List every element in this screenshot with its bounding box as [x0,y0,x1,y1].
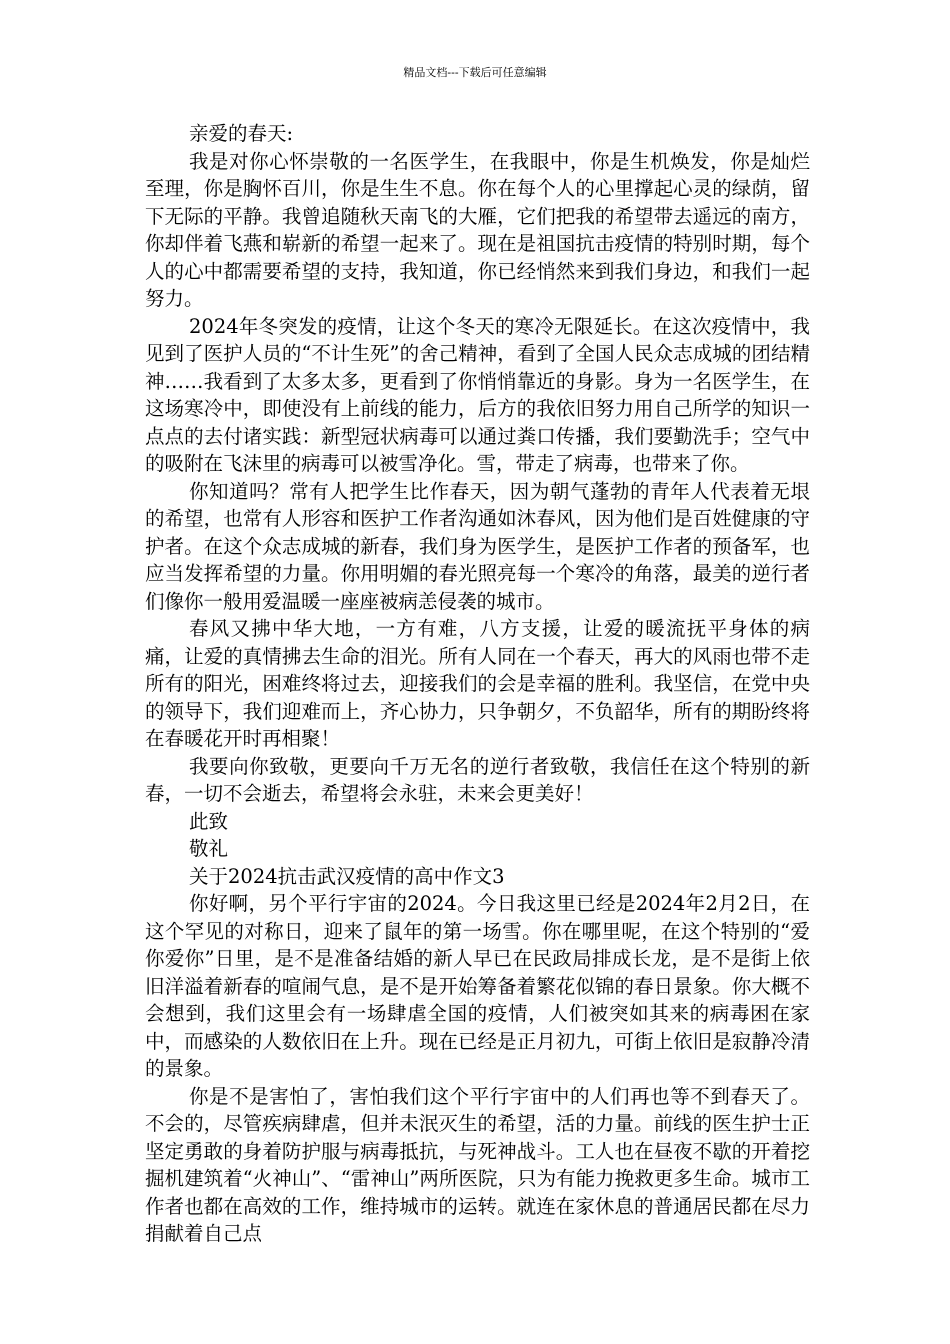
letter-paragraph: 2024年冬突发的疫情，让这个冬天的寒冷无限延长。在这次疫情中，我见到了医护人员的“不计生死”的舍己精神，看到了全国人民众志成城的团结精神……我看到了太多太多，更看到了你悄悄靠近的身影。身为一名医学生，在这场寒冷中，即使没有上前线的能力，后方的我依旧努力用自己所学的知识一点点的去付诸实践：新型冠状病毒可以通过粪口传播，我们要勤洗手；空气中的吸附在飞沫里的病毒可以被雪净化。雪，带走了病毒，也带来了你。 [145,314,810,475]
letter-paragraph: 我要向你致敬，更要向千万无名的逆行者致敬，我信任在这个特别的新春，一切不会逝去，希望将会永驻，未来会更美好！ [145,754,810,805]
letter-closing: 此致 [189,809,229,833]
essay-title: 关于2024抗击武汉疫情的高中作文3 [189,864,505,888]
letter-closing: 敬礼 [189,837,229,860]
essay-paragraph: 你好啊，另个平行宇宙的2024。今日我这里已经是2024年2月2日，在这个罕见的对称日，迎来了鼠年的第一场雪。你在哪里呢，在这个特别的“爱你爱你”日里，是不是准备结婚的新人早已在民政局排成长龙，是不是街上依旧洋溢着新春的喧闹气息，是不是开始筹备着繁花似锦的春日景象。你大概不会想到，我们这里会有一场肆虐全国的疫情，人们被突如其来的病毒困在家中，而感染的人数依旧在上升。现在已经是正月初九，可街上依旧是寂静冷清的景象。 [145,892,810,1080]
essay-paragraph: 你是不是害怕了，害怕我们这个平行宇宙中的人们再也等不到春天了。不会的，尽管疾病肆虐，但并未泯灭生的希望，活的力量。前线的医生护士正坚定勇敢的身着防护服与病毒抵抗，与死神战斗。工人也在昼夜不歇的开着挖掘机建筑着“火神山”、“雷神山”两所医院，只为有能力挽救更多生命。城市工作者也都在高效的工作，维持城市的运转。就连在家休息的普通居民都在尽力捐献着自己点 [145,1084,810,1245]
letter-salutation: 亲爱的春天: [189,122,294,145]
page-header: 精品文档---下载后可任意编辑 [403,66,547,79]
letter-paragraph: 你知道吗？常有人把学生比作春天，因为朝气蓬勃的青年人代表着无垠的希望，也常有人形容和医护工作者沟通如沐春风，因为他们是百姓健康的守护者。在这个众志成城的新春，我们身为医学生，是医护工作者的预备军，也应当发挥希望的力量。你用明媚的春光照亮每一个寒冷的角落，最美的逆行者们像你一般用爱温暖一座座被病恙侵袭的城市。 [145,479,810,613]
letter-paragraph: 春风又拂中华大地，一方有难，八方支援，让爱的暖流抚平身体的病痛，让爱的真情拂去生命的泪光。所有人同在一个春天，再大的风雨也带不走所有的阳光，困难终将过去，迎接我们的会是幸福的胜利。我坚信，在党中央的领导下，我们迎难而上，齐心协力，只争朝夕，不负韶华，所有的期盼终将在春暖花开时再相聚！ [145,617,810,750]
document-body [145,120,810,1248]
letter-paragraph: 我是对你心怀崇敬的一名医学生，在我眼中，你是生机焕发，你是灿烂至理，你是胸怀百川，你是生生不息。你在每个人的心里撑起心灵的绿荫，留下无际的平静。我曾追随秋天南飞的大雁，它们把我的希望带去遥远的南方，你却伴着飞燕和崭新的希望一起来了。现在是祖国抗击疫情的特别时期，每个人的心中都需要希望的支持，我知道，你已经悄然来到我们身边，和我们一起努力。 [145,149,810,310]
